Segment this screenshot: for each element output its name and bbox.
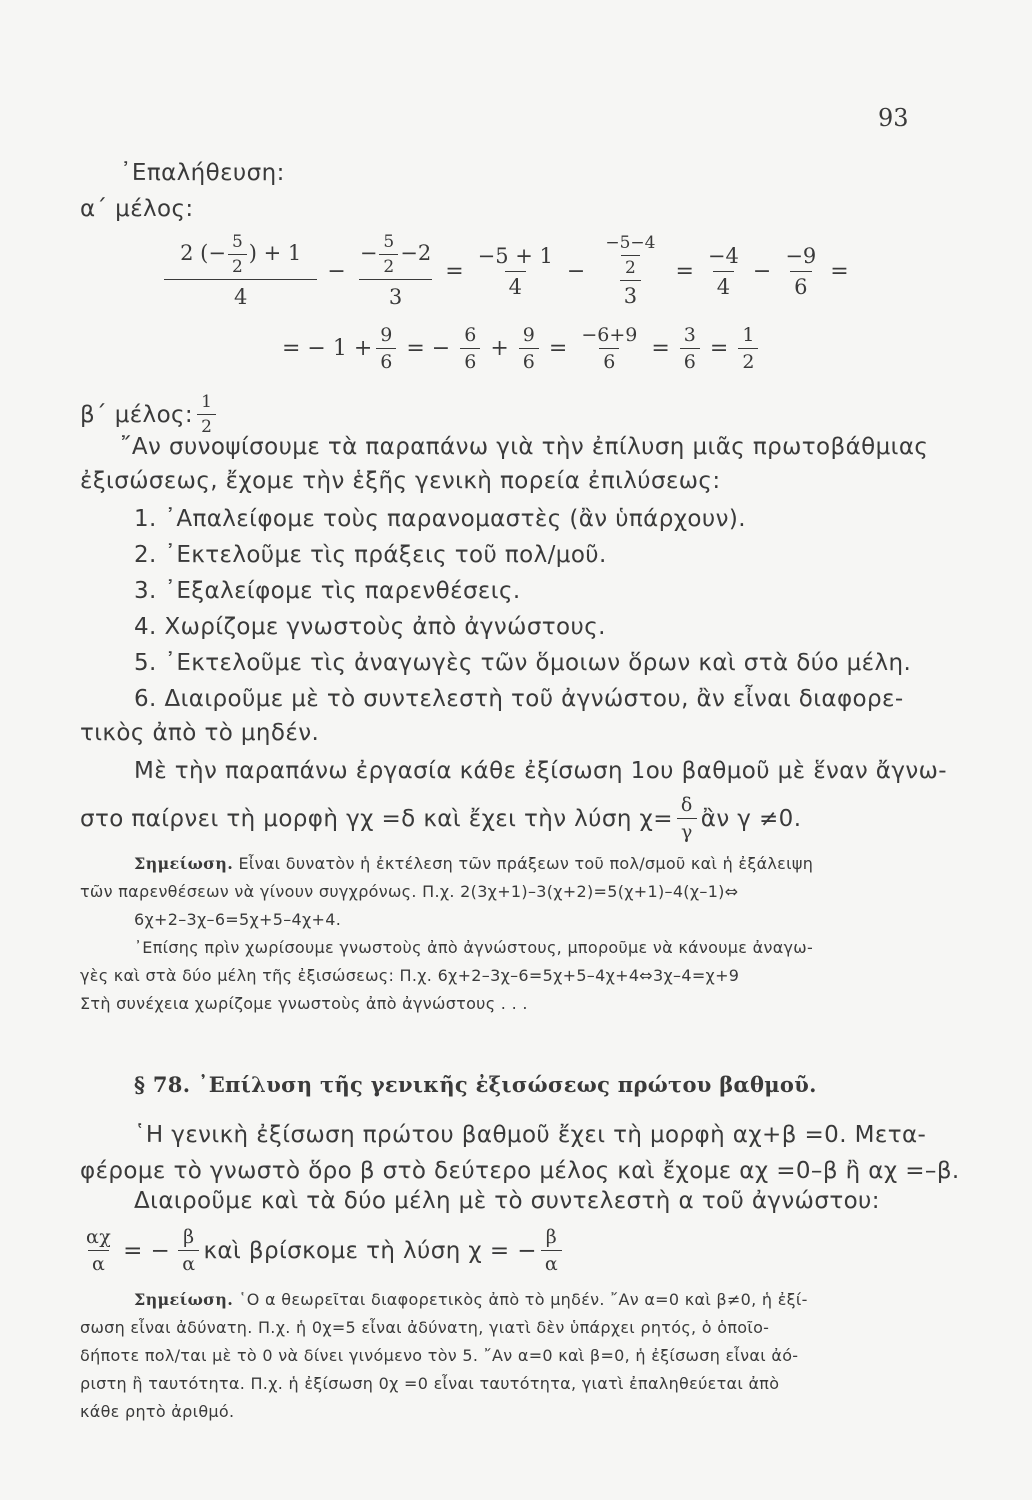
section-line-2: φέρομε τὸ γνωστὸ ὅρο β στὸ δεύτερο μέλος καὶ ἔχομε αχ =0–β ἢ αχ =–β. [80,1158,960,1184]
general-solution-equation: $\frac{\alpha\chi}{\alpha}$ = − $\frac{\beta}{\alpha}$ καὶ βρίσκομε τὴ λύση χ = − $\frac{\beta}{\alpha}$ [78,1226,566,1275]
work-line-2: στο παίρνει τὴ μορφὴ γχ =δ καὶ ἔχει τὴν λύση χ= $\frac{\delta}{\gamma}$ ἂν γ ≠0. [80,794,802,843]
note-1-line-5: γὲς καὶ στὰ δύο μέλη τῆς ἐξισώσεως: Π.χ. 6χ+2–3χ–6=5χ+5–4χ+4⇔3χ–4=χ+9 [80,966,740,985]
verification-heading: ᾿Επαλήθευση: [120,160,285,186]
note-1-line-6: Στὴ συνέχεια χωρίζομε γνωστοὺς ἀπὸ ἀγνώστους . . . [80,994,528,1013]
note-2-line-5: κάθε ρητὸ ἀριθμό. [80,1402,235,1421]
member-a-label: α΄ μέλος: [80,196,194,222]
step-3: 3. ᾿Εξαλείφομε τὶς παρενθέσεις. [134,578,521,604]
note-1-line-2: τῶν παρενθέσεων νὰ γίνουν συγχρόνως. Π.χ. 2(3χ+1)–3(χ+2)=5(χ+1)–4(χ–1)⇔ [80,882,739,901]
verification-row-2: = − 1 + $\frac{9}{6}$ = − $\frac{6}{6}$ + $\frac{9}{6}$ = $\frac{-6+9}{6}$ = $\frac{3}{6}$ = $\frac{1}{2}$ [282,324,762,373]
note-1-line-1: Σημείωση. Εἶναι δυνατὸν ἡ ἐκτέλεση τῶν πράξεων τοῦ πολ/σμοῦ καὶ ἡ ἐξάλειψη [134,854,814,873]
summary-intro-1: ῎Αν συνοψίσουμε τὰ παραπάνω γιὰ τὴν ἐπίλυση μιᾶς πρωτοβάθμιας [120,434,929,460]
fraction: $\frac{-9}{6}$ [785,243,817,299]
note-2-line-2: σωση εἶναι ἀδύνατη. Π.χ. ἡ 0χ=5 εἶναι ἀδύνατη, γιατὶ δὲν ὑπάρχει ρητός, ὁ ὁποῖο- [80,1318,770,1337]
section-title: § 78. ᾿Επίλυση τῆς γενικῆς ἐξισώσεως πρώτου βαθμοῦ. [134,1072,817,1097]
fraction: − $\frac{5}{2}$ −2 3 [359,232,432,309]
note-1-line-4: ᾿Επίσης πρὶν χωρίσουμε γνωστοὺς ἀπὸ ἀγνώστους, μποροῦμε νὰ κάνουμε ἀναγω- [134,938,814,957]
note-label: Σημείωση. [134,854,234,873]
step-5: 5. ᾿Εκτελοῦμε τὶς ἀναγωγὲς τῶν ὅμοιων ὅρων καὶ στὰ δύο μέλη. [134,650,912,676]
note-label: Σημείωση. [134,1290,234,1309]
section-line-3: Διαιροῦμε καὶ τὰ δύο μέλη μὲ τὸ συντελεστὴ α τοῦ ἀγνώστου: [134,1188,880,1214]
section-line-1: ῾Η γενικὴ ἐξίσωση πρώτου βαθμοῦ ἔχει τὴ μορφὴ αχ+β =0. Μετα- [134,1122,927,1148]
fraction: $\frac{\frac{-5-4}{2}}{3}$ [605,233,656,308]
fraction: 2 (− $\frac{5}{2}$ ) + 1 4 [164,232,317,310]
fraction: $\frac{-4}{4}$ [707,243,739,299]
page-number: 93 [878,104,909,132]
fraction: $\frac{-5 + 1}{4}$ [477,243,553,299]
work-line-1: Μὲ τὴν παραπάνω ἐργασία κάθε ἐξίσωση 1ου βαθμοῦ μὲ ἕναν ἄγνω- [134,758,947,784]
note-2-line-1: Σημείωση. ῾Ο α θεωρεῖται διαφορετικὸς ἀπὸ τὸ μηδέν. ῎Αν α=0 καὶ β≠0, ἡ ἐξί- [134,1290,808,1309]
fraction: $\frac{1}{2}$ [738,324,758,373]
fraction: $\frac{9}{6}$ [519,324,539,373]
fraction: $\frac{6}{6}$ [460,324,480,373]
step-2: 2. ᾿Εκτελοῦμε τὶς πράξεις τοῦ πολ/μοῦ. [134,542,607,568]
step-6: 6. Διαιροῦμε μὲ τὸ συντελεστὴ τοῦ ἀγνώστου, ἂν εἶναι διαφορε- [134,686,904,712]
fraction: $\frac{-6+9}{6}$ [581,324,638,373]
step-1: 1. ᾿Απαλείφομε τοὺς παρανομαστὲς (ἂν ὑπάρχουν). [134,506,746,532]
fraction: $\frac{9}{6}$ [376,324,396,373]
summary-intro-2: ἐξισώσεως, ἔχομε τὴν ἑξῆς γενικὴ πορεία ἐπιλύσεως: [80,468,721,494]
fraction: $\frac{3}{6}$ [680,324,700,373]
step-4: 4. Χωρίζομε γνωστοὺς ἀπὸ ἀγνώστους. [134,614,606,640]
note-1-line-3: 6χ+2–3χ–6=5χ+5–4χ+4. [134,910,342,929]
note-2-line-3: δήποτε πολ/ται μὲ τὸ 0 νὰ δίνει γινόμενο τὸν 5. ῎Αν α=0 καὶ β=0, ἡ ἐξίσωση εἶναι ἀό- [80,1346,799,1365]
step-6-continued: τικὸς ἀπὸ τὸ μηδέν. [80,720,320,746]
note-2-line-4: ριστη ἢ ταυτότητα. Π.χ. ἡ ἐξίσωση 0χ =0 εἶναι ταυτότητα, γιατὶ ἐπαληθεύεται ἀπὸ [80,1374,780,1393]
member-b-label: β΄ μέλος: $\frac{1}{2}$ [80,392,220,437]
verification-row-1: 2 (− $\frac{5}{2}$ ) + 1 4 − − $\frac{5}{2}$ −2 3 = $\frac{-5 + 1}{4}$ − $\frac{\frac{-5-4}{2}}{3}$ = $\frac{-4}{4}$ − $\frac{-9}{6}$ = [160,232,855,310]
